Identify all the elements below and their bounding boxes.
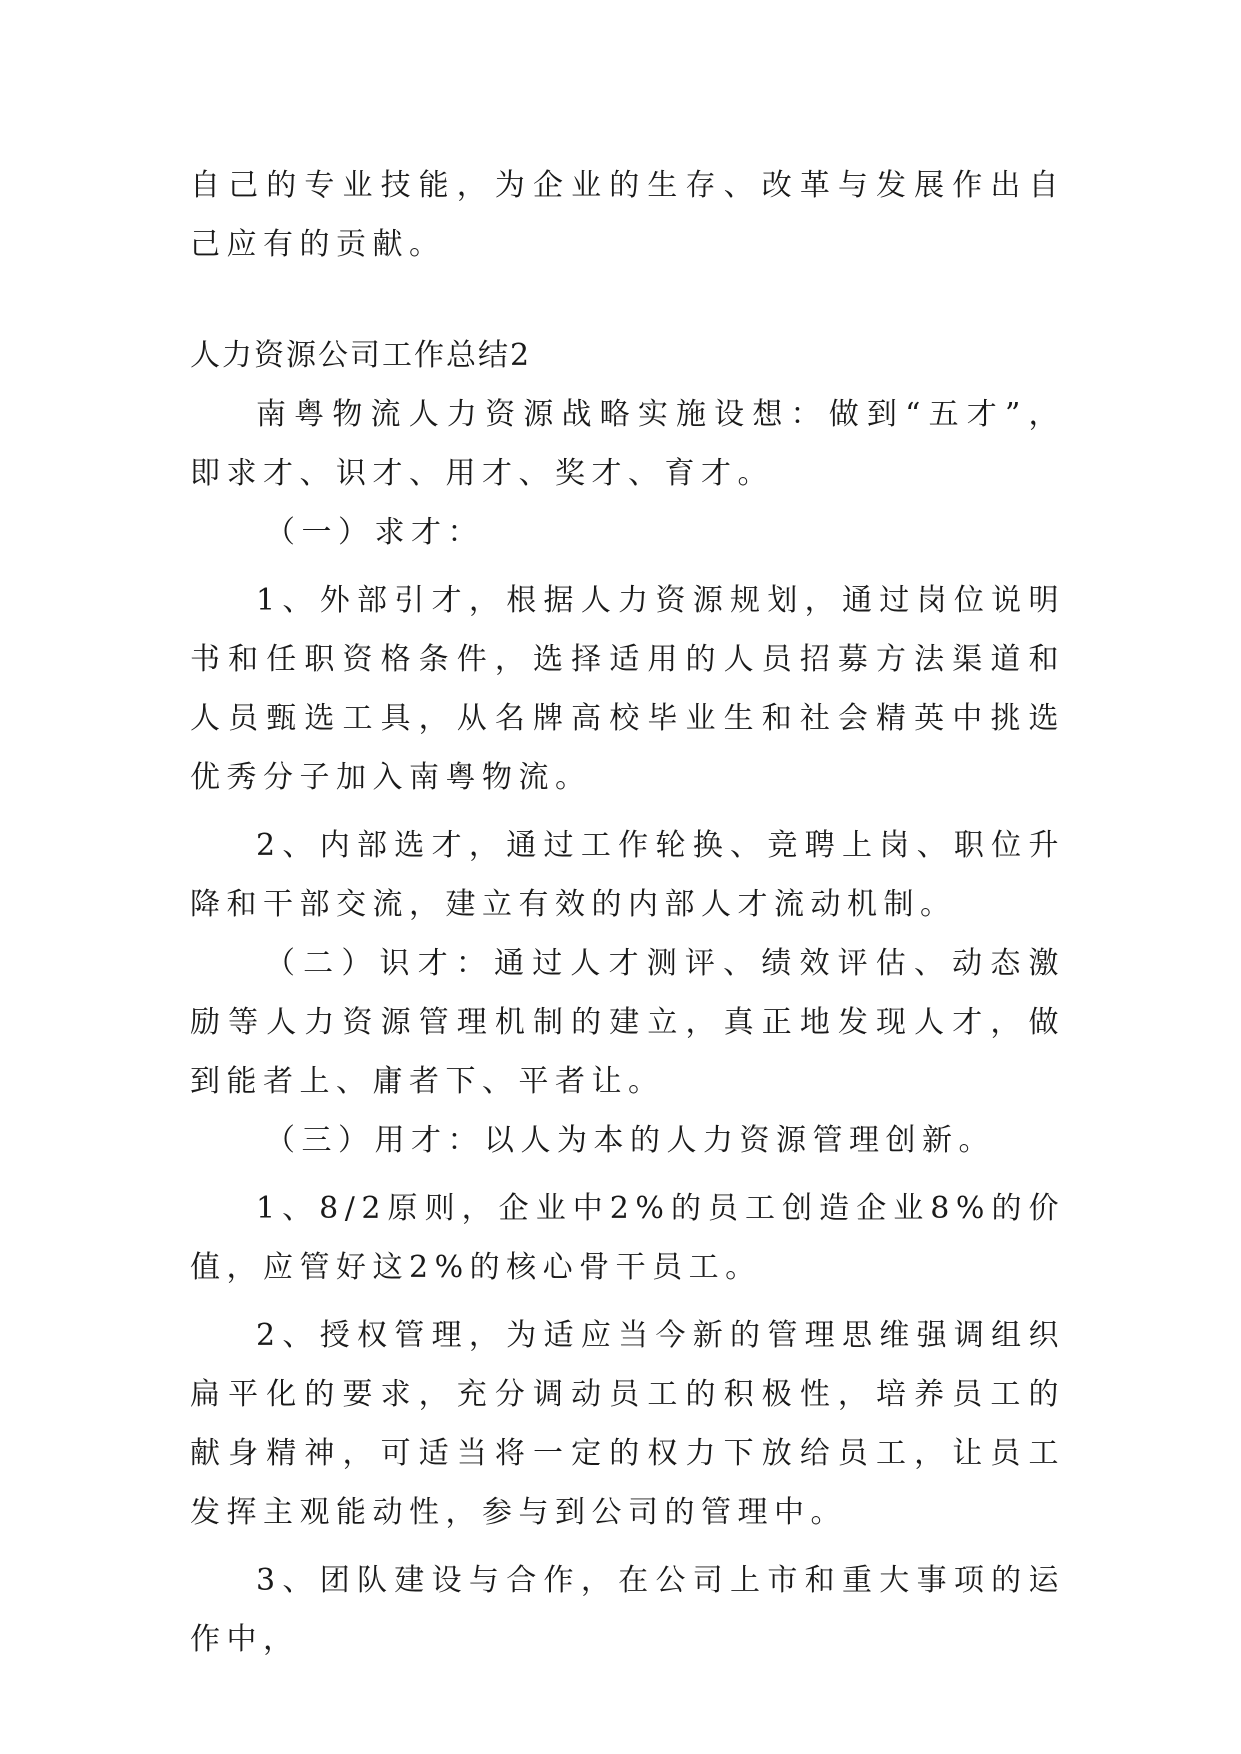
paragraph-external-talent: 1、外部引才，根据人力资源规划，通过岗位说明书和任职资格条件，选择适用的人员招募方法渠道和人员甄选工具，从名牌高校毕业生和社会精英中挑选优秀分子加入南粤物流。: [190, 583, 1065, 795]
subheading-use-talent: （三）用才：以人为本的人力资源管理创新。: [265, 1123, 995, 1158]
paragraph-empowerment: 2、授权管理，为适应当今新的管理思维强调组织扁平化的要求，充分调动员工的积极性，培养员工的献身精神，可适当将一定的权力下放给员工，让员工发挥主观能动性，参与到公司的管理中。: [190, 1318, 1065, 1530]
paragraph-continuation: 自己的专业技能，为企业的生存、改革与发展作出自己应有的贡献。: [190, 168, 1065, 262]
paragraph-identify-talent: （二）识才：通过人才测评、绩效评估、动态激励等人力资源管理机制的建立，真正地发现人才，做到能者上、庸者下、平者让。: [190, 946, 1065, 1099]
paragraph-internal-talent: 2、内部选才，通过工作轮换、竞聘上岗、职位升降和干部交流，建立有效的内部人才流动机制。: [190, 828, 1065, 922]
subheading-recruit: （一）求才：: [265, 515, 484, 550]
document-body: [190, 156, 1065, 1669]
section-heading: 人力资源公司工作总结2: [190, 338, 532, 373]
paragraph-intro: 南粤物流人力资源战略实施设想：做到“五才”，即求才、识才、用才、奖才、育才。: [190, 397, 1065, 491]
paragraph-pareto: 1、8/2原则，企业中2%的员工创造企业8%的价值，应管好这2%的核心骨干员工。: [190, 1191, 1065, 1285]
paragraph-teamwork: 3、团队建设与合作，在公司上市和重大事项的运作中，: [190, 1563, 1065, 1657]
